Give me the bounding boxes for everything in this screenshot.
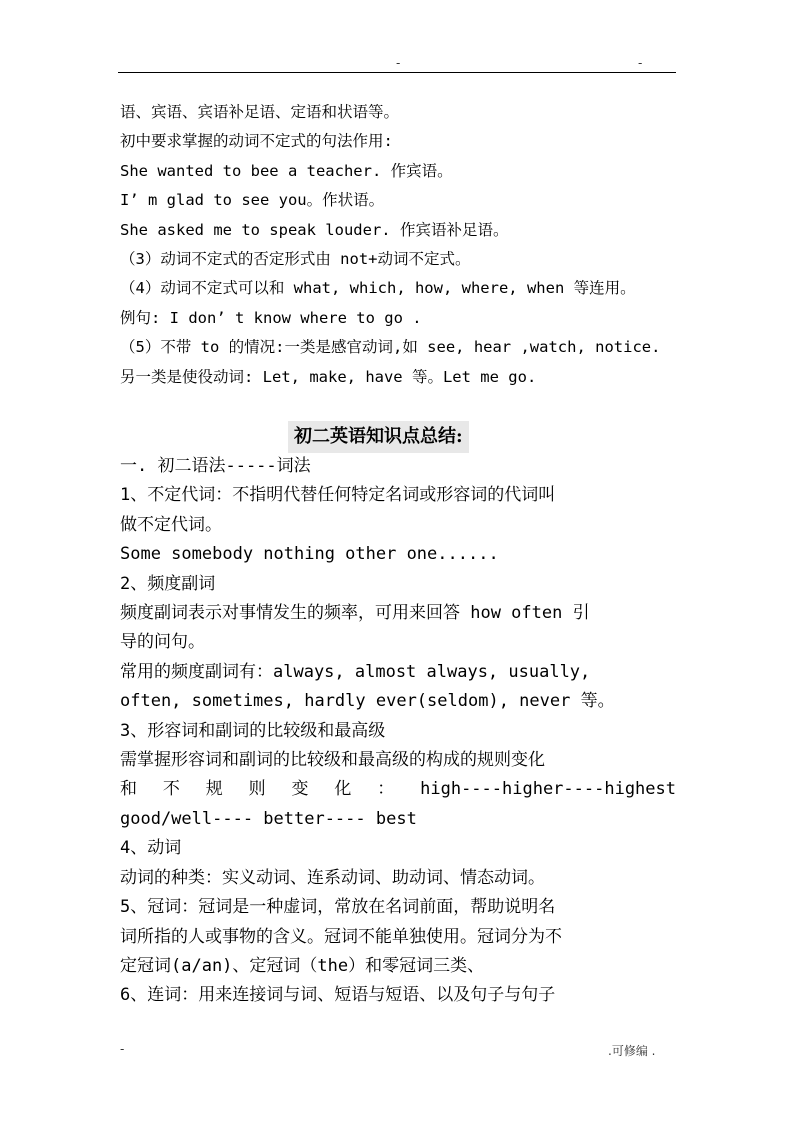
text-line: 初中要求掌握的动词不定式的句法作用: [120,132,393,151]
text-line: Some somebody nothing other one...... [120,544,499,565]
section-title: 初二英语知识点总结: [288,421,469,453]
text-line: 6、连词：用来连接词与词、短语与短语、以及句子与句子 [120,985,556,1006]
text-line: 2、频度副词 [120,573,216,594]
text-line: 常用的频度副词有：always, almost always, usually, [120,661,591,682]
footer-editable-note: .可修编 . [608,1044,656,1058]
text-line: 语、宾语、宾语补足语、定语和状语等。 [120,103,400,121]
text-line: 3、形容词和副词的比较级和最高级 [120,720,386,741]
text-line: She asked me to speak louder. 作宾语补足语。 [120,220,509,239]
text-line: 一. 初二语法-----词法 [120,456,311,476]
text-line: 定冠词(a/an)、定冠词（the）和零冠词三类、 [120,955,485,976]
footer-mark-left: - [120,1042,125,1056]
text-line: 4、动词 [120,838,182,859]
text-line: often, sometimes, hardly ever(seldom), never 等。 [120,691,615,712]
text-line: 另一类是使役动词: Let, make, have 等。Let me go. [120,367,537,386]
text-line: （5）不带 to 的情况:一类是感官动词,如 see, hear ,watch, notice. [120,338,661,357]
header-mark-center: - [396,56,401,70]
text-line: I’ m glad to see you。作状语。 [120,191,385,210]
text-line: 例句: I don’ t know where to go . [120,308,422,327]
text-line: 词所指的人或事物的含义。冠词不能单独使用。冠词分为不 [120,926,562,947]
text-line: She wanted to bee a teacher. 作宾语。 [120,161,453,180]
text-line: 动词的种类：实义动词、连系动词、助动词、情态动词。 [120,867,545,888]
text-line: 导的问句。 [120,632,205,653]
text-line: 和 不 规 则 变 化 ： high----higher----highest [120,779,676,800]
text-line: 频度副词表示对事情发生的频率，可用来回答 how often 引 [120,603,590,624]
text-line: 1、不定代词：不指明代替任何特定名词或形容词的代词叫 [120,485,556,506]
text-line: good/well---- better---- best [120,808,417,829]
text-line: （3）动词不定式的否定形式由 not+动词不定式。 [120,250,471,269]
section2-body [120,452,676,1011]
text-line: （4）动词不定式可以和 what, which, how, where, when 等连用。 [120,279,636,298]
text-line: 需掌握形容词和副词的比较级和最高级的构成的规则变化 [120,750,545,771]
text-line: 做不定代词。 [120,514,222,535]
text-line: 5、冠词：冠词是一种虚词，常放在名词前面，帮助说明名 [120,897,556,918]
section1-body [120,98,700,392]
header-rule [118,72,676,73]
header-mark-right: - [638,56,643,70]
